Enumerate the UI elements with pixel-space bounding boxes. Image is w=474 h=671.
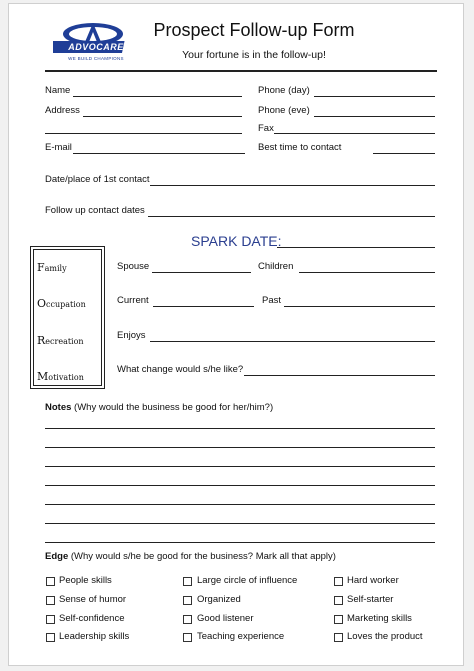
spouse-label: Spouse <box>117 261 150 272</box>
address-label: Address <box>45 105 80 116</box>
form-page <box>8 3 464 666</box>
loves-the-product-checkbox[interactable] <box>334 633 343 642</box>
form-title: Prospect Follow-up Form <box>153 20 355 40</box>
notes-hint: (Why would the business be good for her/him?) <box>74 402 274 413</box>
current-label: Current <box>117 295 149 306</box>
fax-field[interactable] <box>274 133 435 134</box>
acronym-motivation <box>37 365 84 384</box>
acronym-recreation <box>37 329 84 348</box>
acronym-cap: F <box>37 261 45 274</box>
current-field[interactable] <box>153 306 254 307</box>
organized-checkbox[interactable] <box>183 596 192 605</box>
phone-day-label: Phone (day) <box>258 85 310 96</box>
what-change-field[interactable] <box>244 375 435 376</box>
notes-line[interactable] <box>45 485 435 486</box>
enjoys-field[interactable] <box>150 341 435 342</box>
logo-tagline: WE BUILD CHAMPIONS <box>68 56 124 61</box>
address-field-line2[interactable] <box>45 133 242 134</box>
edge-option-label: Loves the product <box>347 631 423 642</box>
enjoys-label: Enjoys <box>117 330 146 341</box>
edge-option-label: Good listener <box>197 613 254 624</box>
notes-line[interactable] <box>45 447 435 448</box>
edge-option-label: Marketing skills <box>347 613 412 624</box>
acronym-rest: otivation <box>48 373 84 382</box>
acronym-cap: R <box>37 334 46 347</box>
edge-option-label: Hard worker <box>347 575 399 586</box>
acronym-rest: amily <box>44 264 67 273</box>
past-field[interactable] <box>284 306 435 307</box>
name-field[interactable] <box>73 96 242 97</box>
good-listener-checkbox[interactable] <box>183 615 192 624</box>
edge-heading <box>45 551 336 563</box>
phone-eve-field[interactable] <box>314 116 435 117</box>
best-time-field[interactable] <box>373 153 435 154</box>
edge-option-label: Large circle of influence <box>197 575 298 586</box>
self-starter-checkbox[interactable] <box>334 596 343 605</box>
what-change-label: What change would s/he like? <box>117 364 244 375</box>
phone-day-field[interactable] <box>314 96 435 97</box>
notes-line[interactable] <box>45 504 435 505</box>
name-label: Name <box>45 85 71 96</box>
date-place-field[interactable] <box>150 185 435 186</box>
email-label: E-mail <box>45 142 72 153</box>
marketing-skills-checkbox[interactable] <box>334 615 343 624</box>
edge-option-label: Leadership skills <box>59 631 130 642</box>
address-field[interactable] <box>83 116 242 117</box>
edge-hint: (Why would s/he be good for the business? Mark all that apply) <box>70 551 336 562</box>
best-time-label: Best time to contact <box>258 142 342 153</box>
fax-label: Fax <box>258 123 274 134</box>
sense-of-humor-checkbox[interactable] <box>46 596 55 605</box>
follow-up-dates-label: Follow up contact dates <box>45 205 145 216</box>
notes-line[interactable] <box>45 523 435 524</box>
follow-up-dates-field[interactable] <box>148 216 435 217</box>
notes-heading <box>45 402 273 414</box>
large-circle-checkbox[interactable] <box>183 577 192 586</box>
header-rule <box>45 70 437 72</box>
people-skills-checkbox[interactable] <box>46 577 55 586</box>
acronym-cap: M <box>37 370 49 383</box>
acronym-rest: ecreation <box>45 337 84 346</box>
edge-label: Edge <box>45 551 69 562</box>
acronym-family <box>37 256 67 275</box>
edge-option-label: People skills <box>59 575 112 586</box>
teaching-experience-checkbox[interactable] <box>183 633 192 642</box>
past-label: Past <box>262 295 282 306</box>
edge-option-label: Organized <box>197 594 241 605</box>
edge-option-label: Self-confidence <box>59 613 125 624</box>
phone-eve-label: Phone (eve) <box>258 105 310 116</box>
form-subtitle: Your fortune is in the follow-up! <box>182 49 326 61</box>
spark-date-title: SPARK DATE: <box>191 233 282 249</box>
date-place-label: Date/place of 1st contact <box>45 174 150 185</box>
children-field[interactable] <box>299 272 435 273</box>
hard-worker-checkbox[interactable] <box>334 577 343 586</box>
self-confidence-checkbox[interactable] <box>46 615 55 624</box>
children-label: Children <box>258 261 294 272</box>
acronym-cap: O <box>37 297 47 310</box>
notes-line[interactable] <box>45 542 435 543</box>
advocare-logo <box>53 20 133 64</box>
email-field[interactable] <box>73 153 245 154</box>
edge-option-label: Self-starter <box>347 594 394 605</box>
edge-option-label: Sense of humor <box>59 594 127 605</box>
leadership-skills-checkbox[interactable] <box>46 633 55 642</box>
spouse-field[interactable] <box>152 272 251 273</box>
spark-date-field[interactable] <box>277 247 435 248</box>
edge-option-label: Teaching experience <box>197 631 285 642</box>
notes-label: Notes <box>45 402 72 413</box>
notes-line[interactable] <box>45 428 435 429</box>
logo-brand: ADVOCARE <box>68 42 124 52</box>
notes-line[interactable] <box>45 466 435 467</box>
acronym-rest: ccupation <box>46 300 86 309</box>
acronym-occupation <box>37 292 86 311</box>
